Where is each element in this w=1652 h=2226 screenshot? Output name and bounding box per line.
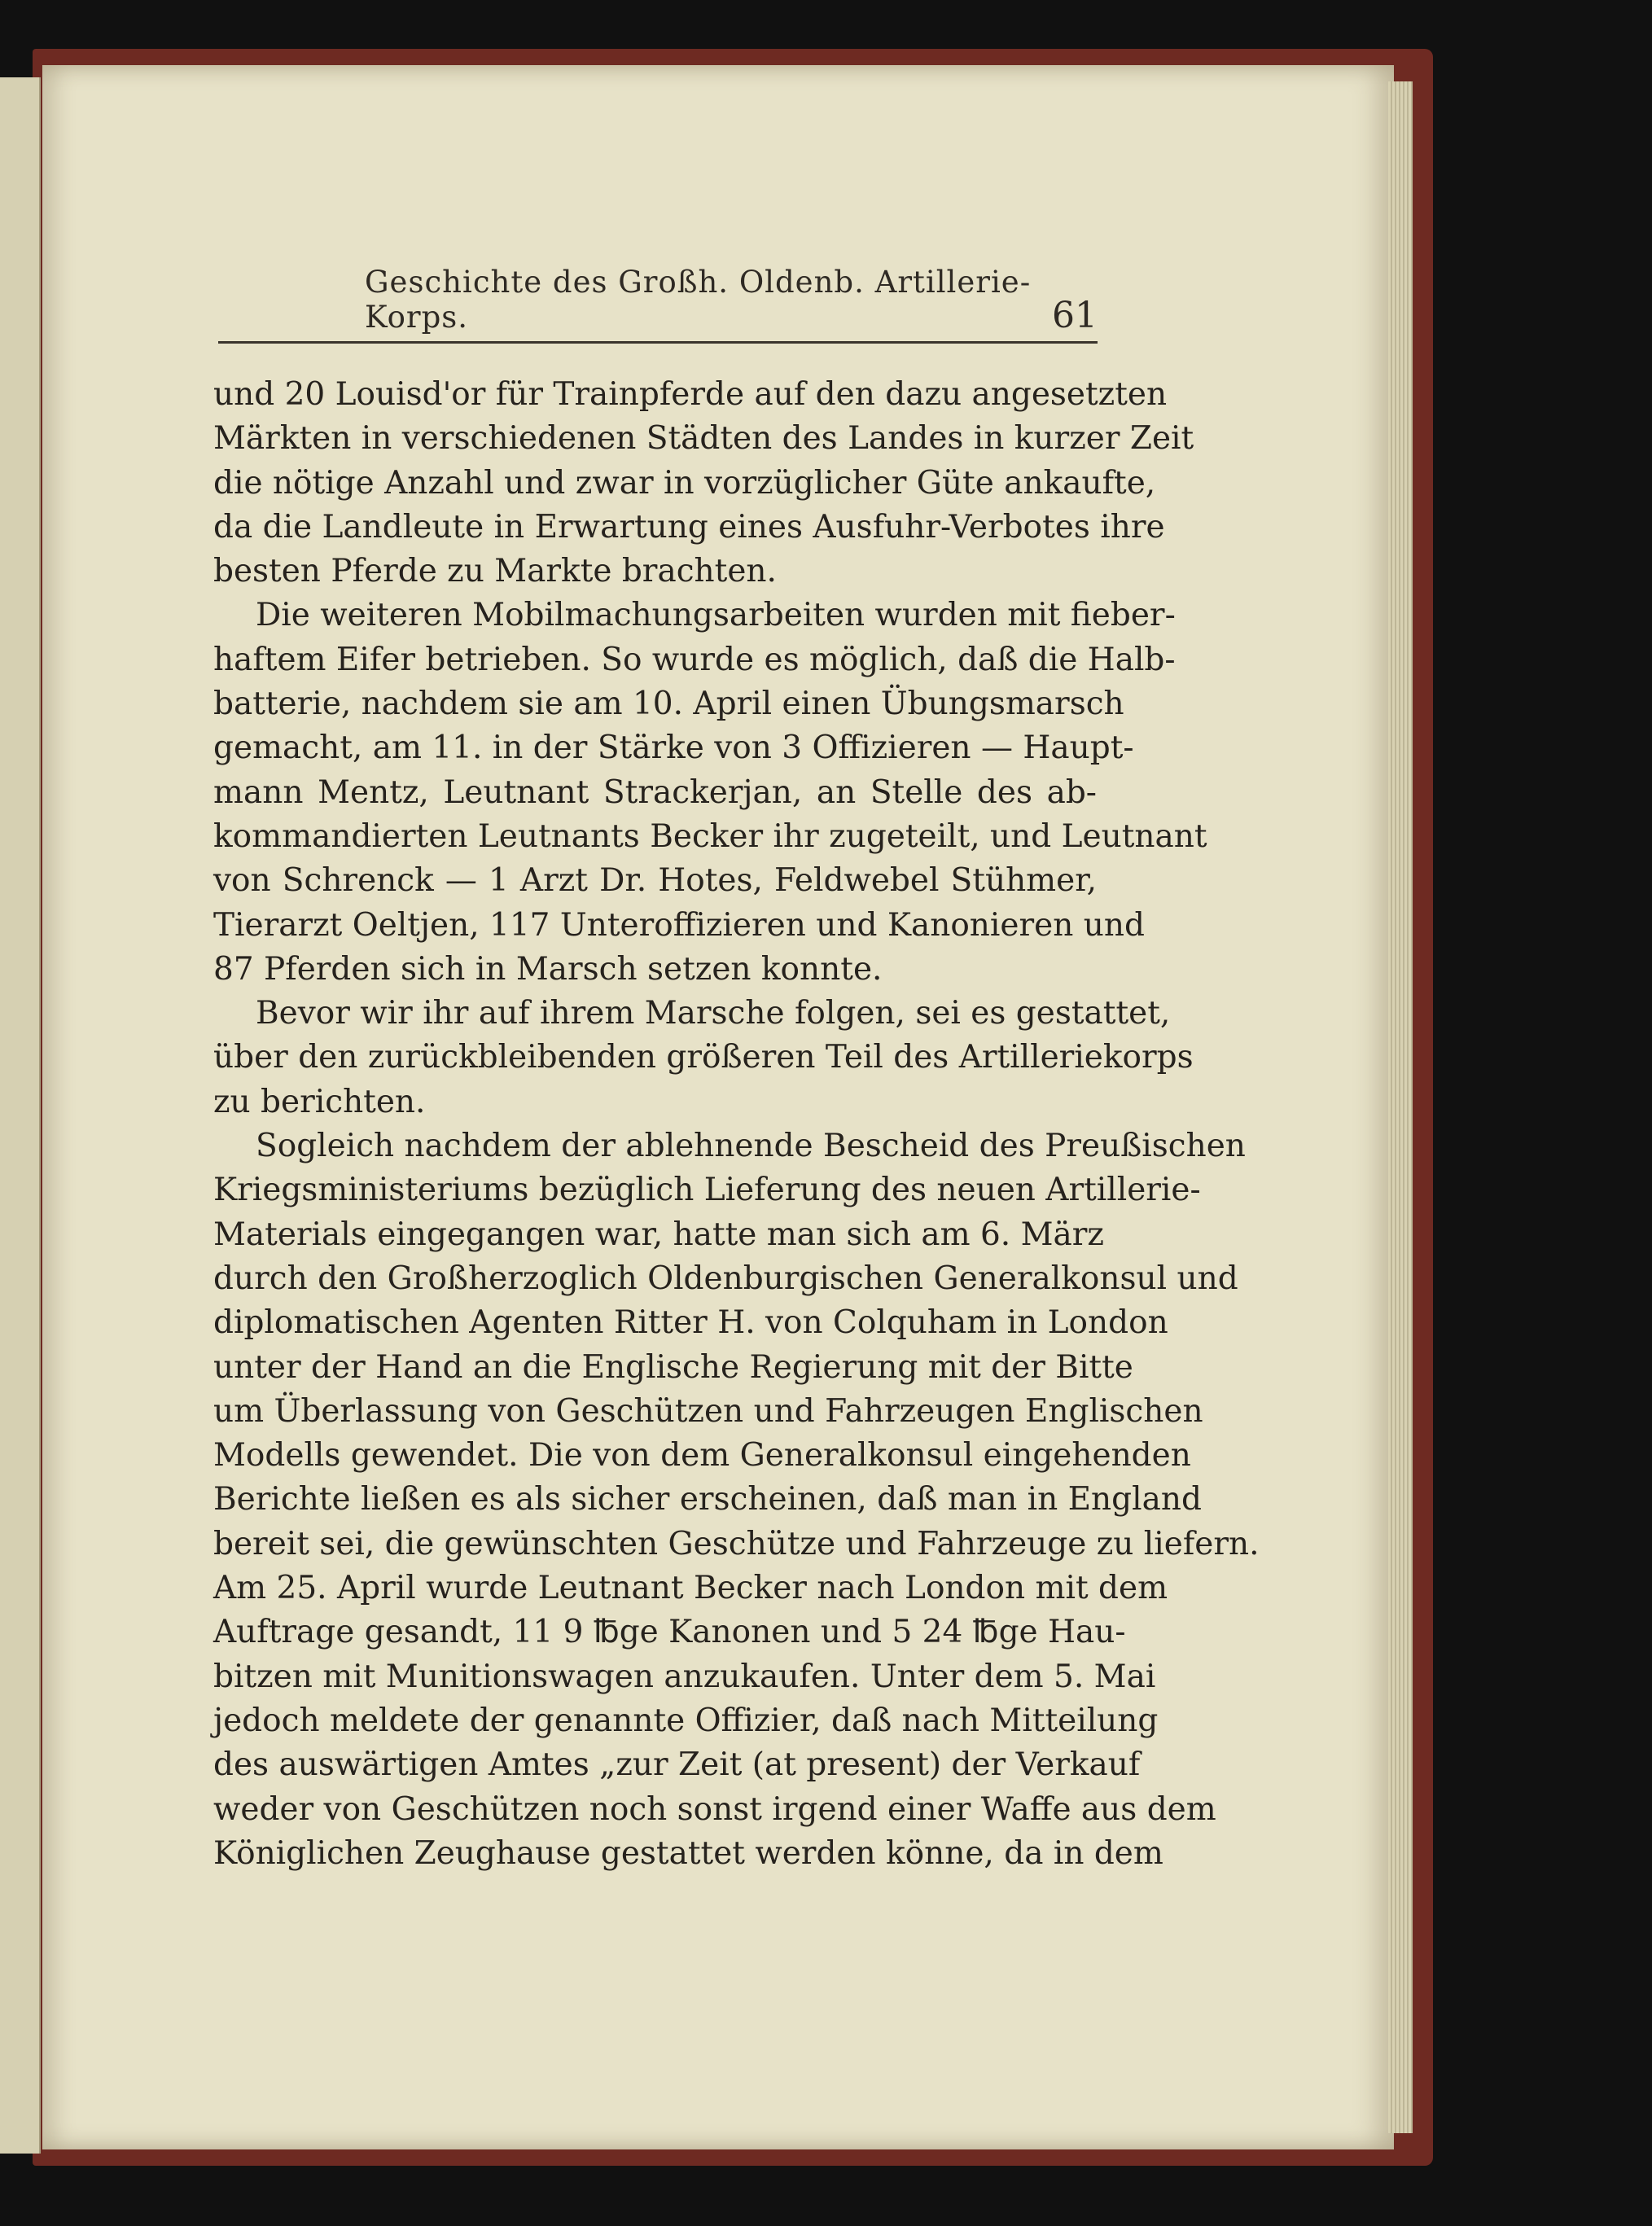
text-line: durch den Großherzoglich Oldenburgischen Generalkonsul und [213, 1260, 1238, 1297]
text-line: und 20 Louisd'or für Trainpferde auf den dazu angesetzten [213, 376, 1168, 413]
text-line: über den zurückbleibenden größeren Teil des Artilleriekorps [213, 1039, 1194, 1076]
text-line: Am 25. April wurde Leutnant Becker nach London mit dem [213, 1570, 1168, 1607]
text-line: besten Pferde zu Markte brachten. [213, 553, 777, 590]
page-header [218, 265, 1098, 344]
text-line: batterie, nachdem sie am 10. April einen Übungsmarsch [213, 686, 1124, 723]
text-line: Bevor wir ihr auf ihrem Marsche folgen, sei es gestattet, [256, 995, 1171, 1032]
text-line: Sogleich nachdem der ablehnende Bescheid des Preußischen [256, 1128, 1246, 1165]
text-line: bereit sei, die gewünschten Geschütze und Fahrzeuge zu liefern. [213, 1525, 1260, 1562]
text-line: Materials eingegangen war, hatte man sich am 6. März [213, 1216, 1104, 1253]
text-line: unter der Hand an die Englische Regierung mit der Bitte [213, 1348, 1133, 1386]
running-title: Geschichte des Großh. Oldenb. Artillerie-Korps. [365, 265, 1032, 335]
text-line: Auftrage gesandt, 11 9 ℔ge Kanonen und 5 24 ℔ge Hau- [213, 1614, 1126, 1651]
text-line: Berichte ließen es als sicher erscheinen, daß man in England [213, 1481, 1202, 1518]
left-page-edge [0, 77, 41, 2154]
text-line: des auswärtigen Amtes „zur Zeit (at present) der Verkauf [213, 1746, 1141, 1784]
text-line: Tierarzt Oeltjen, 117 Unteroffizieren und Kanonieren und [213, 906, 1145, 944]
text-line: jedoch meldete der genannte Offizier, daß nach Mitteilung [213, 1702, 1159, 1739]
text-line: Modells gewendet. Die von dem Generalkonsul eingehenden [213, 1437, 1191, 1475]
text-line: bitzen mit Munitionswagen anzukaufen. Unter dem 5. Mai [213, 1658, 1156, 1695]
text-line: um Überlassung von Geschützen und Fahrzeugen Englischen [213, 1392, 1203, 1430]
text-line: von Schrenck — 1 Arzt Dr. Hotes, Feldwebel Stühmer, [213, 862, 1097, 900]
text-line: diplomatischen Agenten Ritter H. von Colquham in London [213, 1304, 1168, 1342]
text-line: da die Landleute in Erwartung eines Ausfuhr-Verbotes ihre [213, 508, 1165, 546]
text-line: weder von Geschützen noch sonst irgend einer Waffe aus dem [213, 1790, 1216, 1828]
text-line: mann Mentz, Leutnant Strackerjan, an Stelle des ab- [213, 773, 1097, 811]
text-line: Die weiteren Mobilmachungsarbeiten wurden mit fieber- [256, 597, 1176, 634]
text-line: kommandierten Leutnants Becker ihr zugeteilt, und Leutnant [213, 817, 1207, 855]
text-line: haftem Eifer betrieben. So wurde es möglich, daß die Halb- [213, 641, 1176, 678]
page-number: 61 [1052, 295, 1098, 336]
text-line: 87 Pferden sich in Marsch setzen konnte. [213, 950, 883, 988]
text-line: Märkten in verschiedenen Städten des Landes in kurzer Zeit [213, 420, 1194, 458]
text-line: die nötige Anzahl und zwar in vorzüglicher Güte ankaufte, [213, 464, 1156, 502]
text-line: zu berichten. [213, 1083, 426, 1120]
text-line: Kriegsministeriums bezüglich Lieferung des neuen Artillerie- [213, 1172, 1201, 1209]
text-line: Königlichen Zeughause gestattet werden könne, da in dem [213, 1834, 1163, 1872]
text-line: gemacht, am 11. in der Stärke von 3 Offizieren — Haupt- [213, 730, 1134, 767]
body-text [213, 373, 1260, 1876]
page-edges [1388, 81, 1413, 2133]
